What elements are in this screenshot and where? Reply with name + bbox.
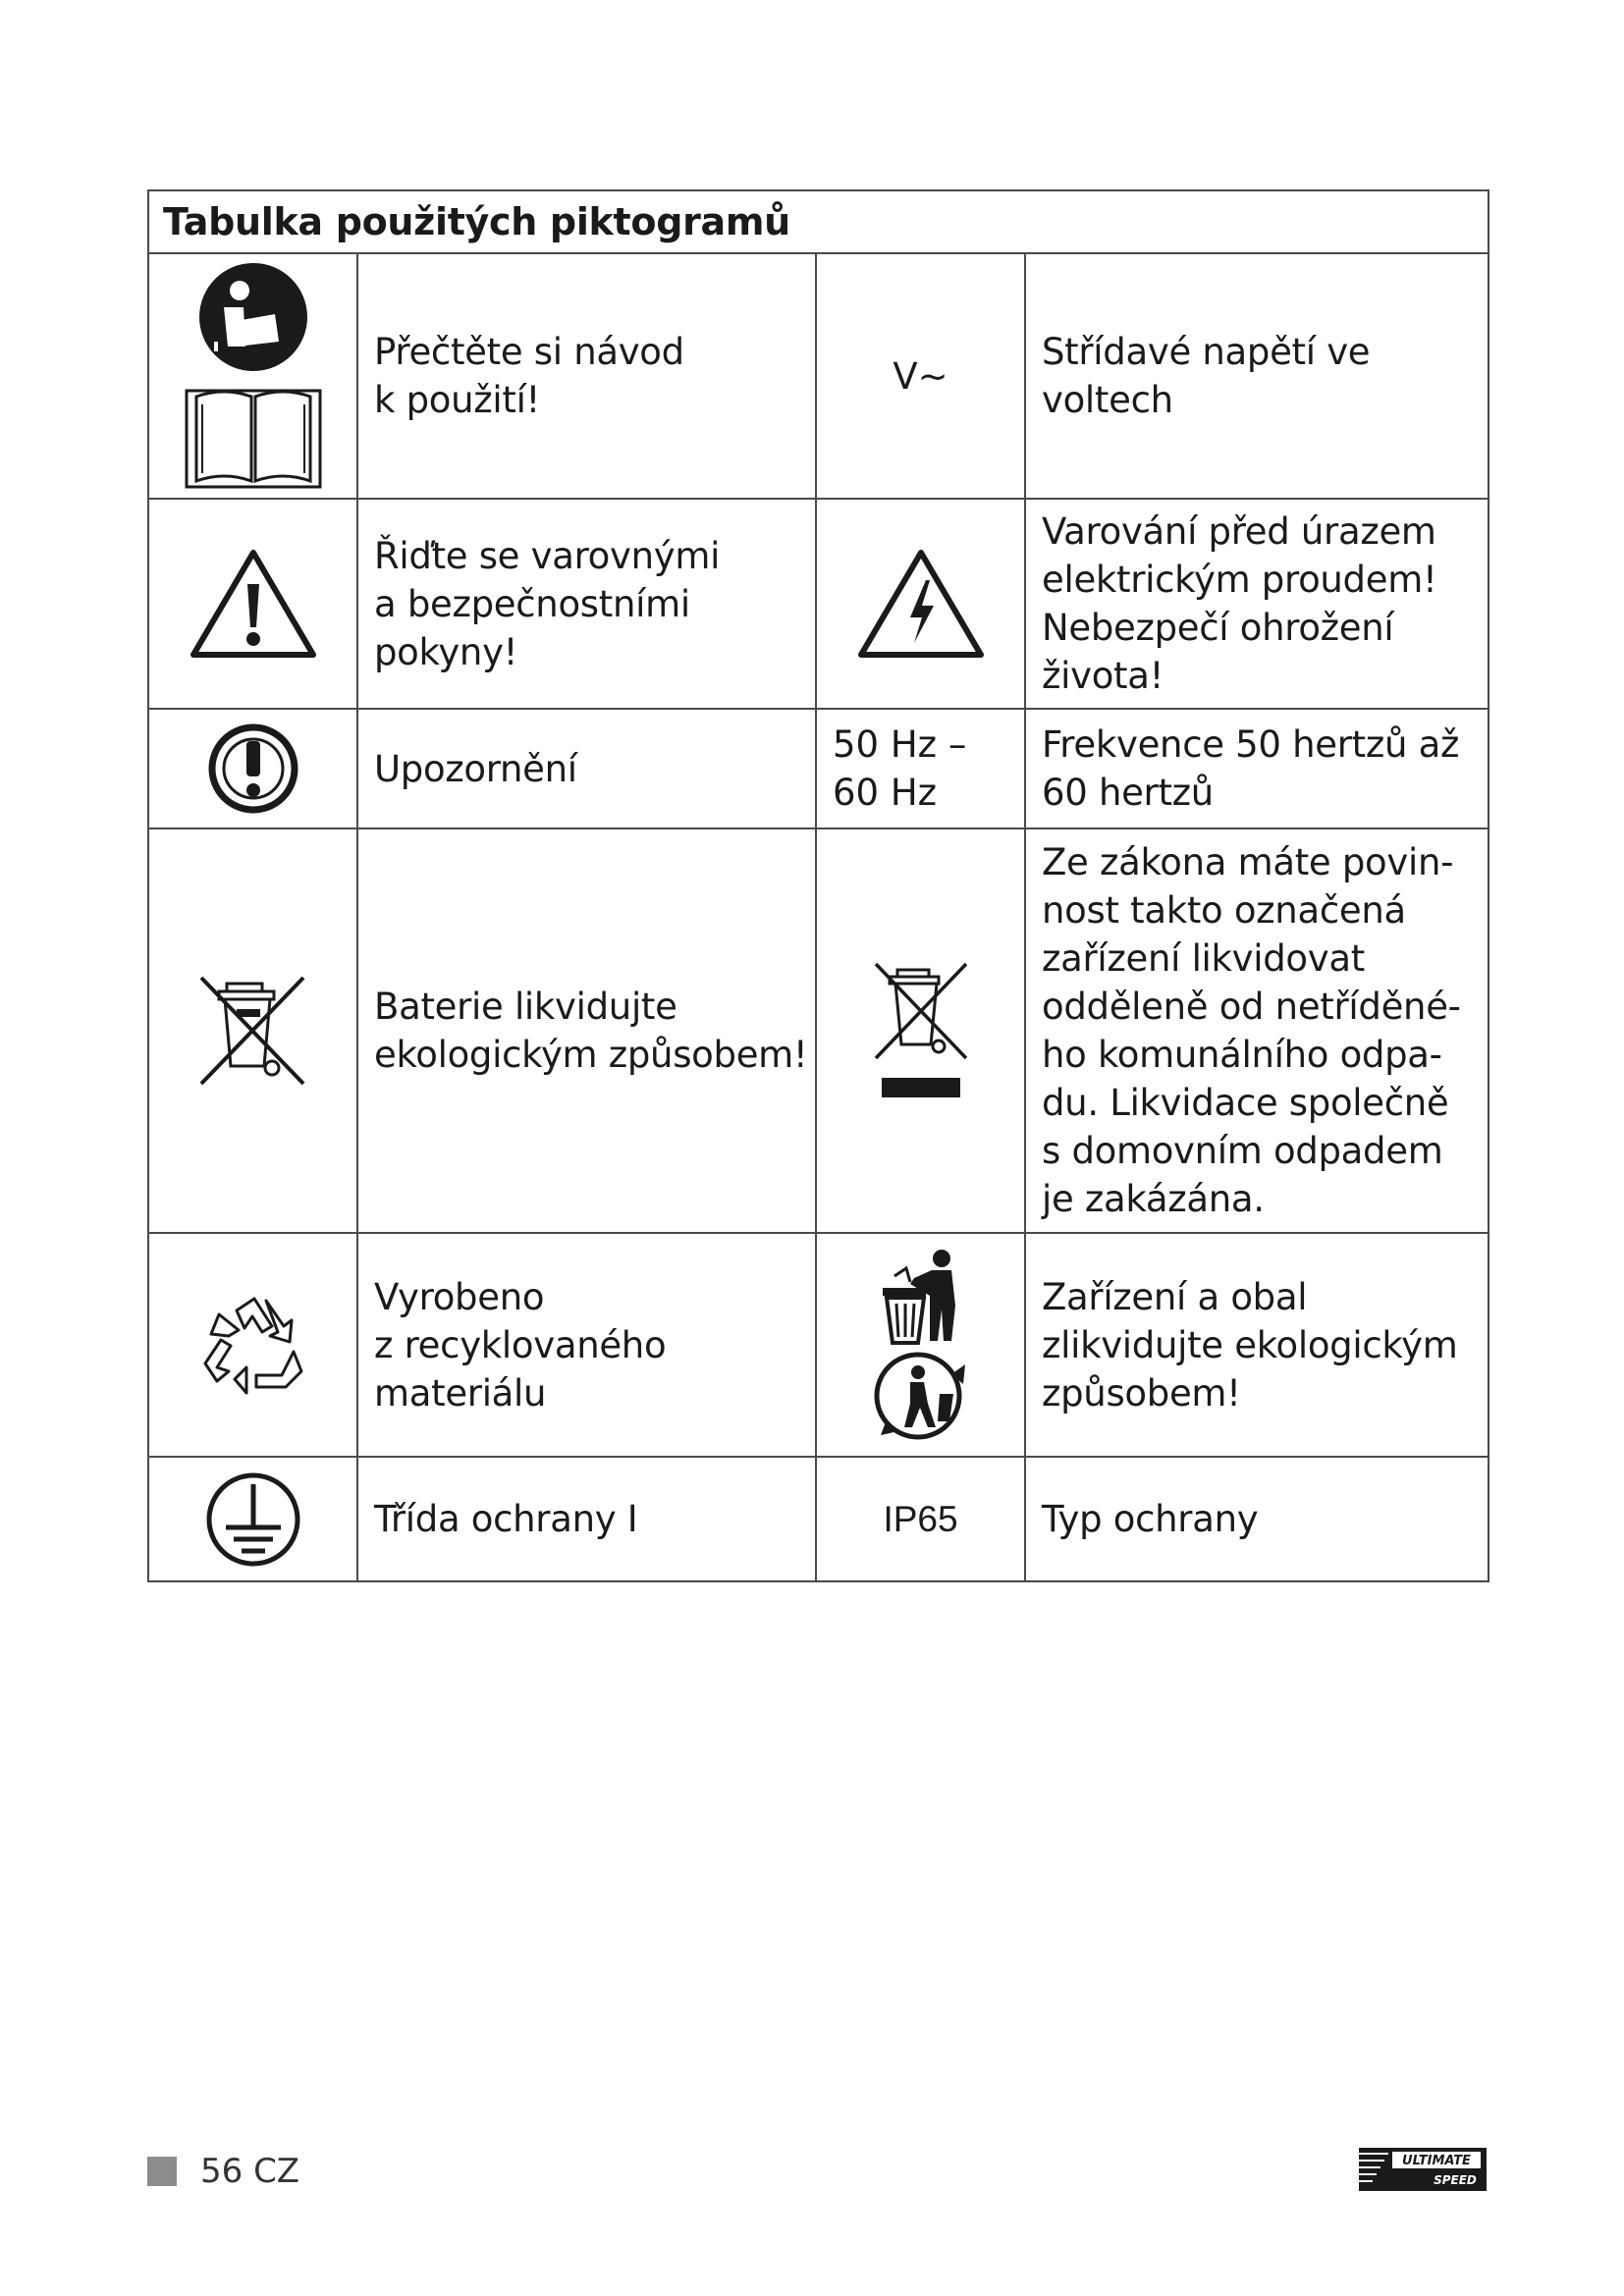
read-manual-icon <box>148 253 357 499</box>
page-number: 56 CZ <box>200 2152 300 2191</box>
table-row <box>148 253 1489 499</box>
ac-voltage-symbol: V~ <box>816 253 1025 499</box>
safety-instructions-text: Řiďte se varovnými a bezpečnostními pokyny! <box>357 499 816 709</box>
table-title: Tabulka použitých piktogramů <box>148 190 1489 253</box>
table-row <box>148 1457 1489 1581</box>
svg-text:SPEED: SPEED <box>1434 2173 1477 2187</box>
frequency-symbol: 50 Hz – 60 Hz <box>816 709 1025 828</box>
crossed-bin-icon <box>148 828 357 1233</box>
crossed-bin-with-bar-icon <box>816 828 1025 1233</box>
electric-shock-text: Varování před úrazem elektrickým proudem! Nebezpečí ohrožení života! <box>1025 499 1489 709</box>
table-row <box>148 1233 1489 1457</box>
recycled-material-text: Vyrobeno z recyklovaného materiálu <box>357 1233 816 1457</box>
attention-circle-icon <box>148 709 357 828</box>
table-row <box>148 828 1489 1233</box>
recycle-icon <box>148 1233 357 1457</box>
dispose-packaging-icon <box>816 1233 1025 1457</box>
frequency-text: Frekvence 50 hertzů až 60 hertzů <box>1025 709 1489 828</box>
weee-disposal-text: Ze zákona máte povin- nost takto označená zařízení likvidovat odděleně od netříděné- ho komunálního odpa- du. Likvidace společně s domovním odpadem je zakázána. <box>1025 828 1489 1233</box>
battery-disposal-text: Baterie likvidujte ekologickým způsobem! <box>357 828 816 1233</box>
ac-voltage-text: Střídavé napětí ve voltech <box>1025 253 1489 499</box>
svg-text:ULTIMATE: ULTIMATE <box>1402 2154 1471 2168</box>
pictogram-table-container <box>147 189 1488 1582</box>
protection-class-text: Třída ochrany I <box>357 1457 816 1581</box>
footer-square-icon <box>147 2157 177 2186</box>
table-title-row <box>148 190 1489 253</box>
attention-text: Upozornění <box>357 709 816 828</box>
ip-rating-symbol: IP65 <box>816 1457 1025 1581</box>
table-row <box>148 499 1489 709</box>
table-row <box>148 709 1489 828</box>
pictogram-table <box>147 189 1489 1582</box>
protection-type-text: Typ ochrany <box>1025 1457 1489 1581</box>
read-manual-text: Přečtěte si návod k použití! <box>357 253 816 499</box>
protective-earth-icon <box>148 1457 357 1581</box>
warning-triangle-icon <box>148 499 357 709</box>
ultimate-speed-logo <box>1359 2148 1487 2191</box>
electric-shock-warning-icon <box>816 499 1025 709</box>
packaging-disposal-text: Zařízení a obal zlikvidujte ekologickým způsobem! <box>1025 1233 1489 1457</box>
page-footer <box>147 2152 299 2191</box>
